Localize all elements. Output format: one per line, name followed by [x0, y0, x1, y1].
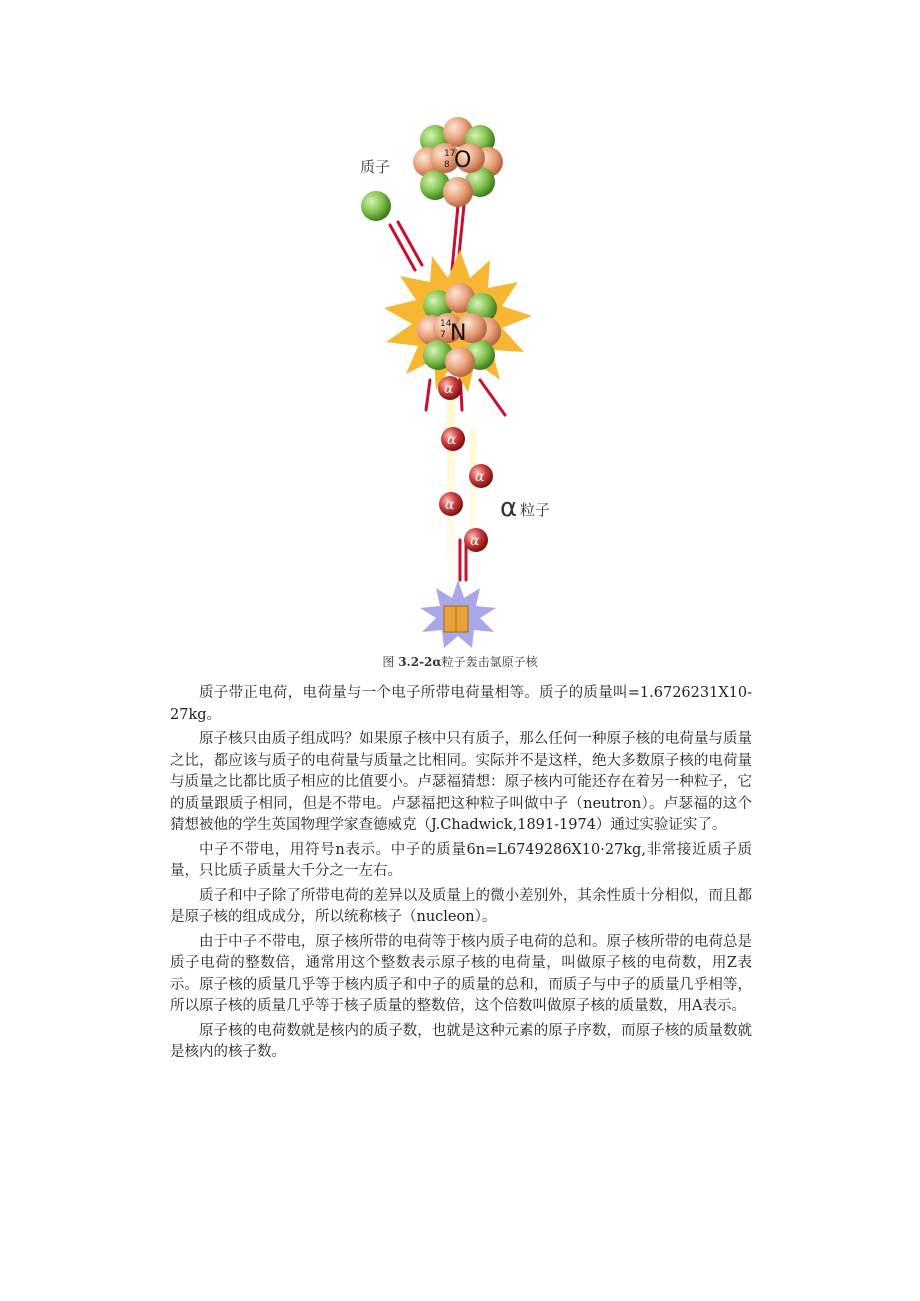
alpha-particle [464, 528, 488, 552]
svg-text:α: α [475, 469, 485, 485]
svg-text:α: α [470, 533, 480, 549]
oxygen-atomic-number: 8 [444, 160, 450, 170]
paragraph: 原子核的电荷数就是核内的质子数，也就是这种元素的原子序数，而原子核的质量数就是核内的核子数。 [170, 1022, 752, 1060]
nitrogen-mass-number: 14 [440, 319, 452, 329]
svg-text:α: α [447, 432, 457, 448]
paragraph: 中子不带电，用符号n表示。中子的质量6n=L6749286X10·27kg,非常接近质子质量，只比质子质量大千分之一左右。 [170, 841, 752, 879]
body-text [170, 683, 752, 1067]
nitrogen-symbol: N [450, 321, 467, 346]
svg-text:α: α [444, 381, 454, 397]
caption-number: 3.2-2α [398, 655, 442, 669]
paragraph: 原子核只由质子组成吗？如果原子核中只有质子，那么任何一种原子核的电荷量与质量之比，都应该与质子的电荷量与质量之比相同。实际并不是这样，绝大多数原子核的电荷量与质量之比都比质子相应的比值要小。卢瑟福猜想：原子核内可能还存在着另一种粒子，它的质量跟质子相同，但是不带电。卢瑟福把这种粒子叫做中子（neutron）。卢瑟福的这个猜想被他的学生英国物理学家查德威克（J.Chadwick,1891-1974）通过实验证实了。 [170, 731, 752, 833]
alpha-particle [441, 427, 465, 451]
paragraph: 质子和中子除了所带电荷的差异以及质量上的微小差别外，其余性质十分相似，而且都是原子核的组成成分，所以统称核子（nucleon）。 [170, 887, 752, 925]
emitted-proton [361, 191, 391, 221]
svg-text:α: α [445, 497, 455, 513]
paragraph: 质子带正电荷，电荷量与一个电子所带电荷量相等。质子的质量叫=1.6726231X10-27kg。 [170, 685, 752, 723]
alpha-bombardment-figure [340, 110, 580, 650]
alpha-label-text: 粒子 [520, 501, 551, 519]
nitrogen-atomic-number: 7 [440, 330, 446, 340]
paragraph: 由于中子不带电，原子核所带的电荷等于核内质子电荷的总和。原子核所带的电荷总是质子电荷的整数倍，通常用这个整数表示原子核的电荷量，叫做原子核的电荷数，用Z表示。原子核的质量几乎等于核内质子和中子的质量的总和，而质子与中子的质量几乎相等，所以原子核的质量几乎等于核子质量的整数倍，这个倍数叫做原子核的质量数，用A表示。 [170, 933, 752, 1014]
oxygen-symbol: O [454, 148, 472, 173]
alpha-particle [469, 464, 493, 488]
alpha-label-symbol: α [500, 493, 518, 523]
caption-text: 粒子轰击氯原子核 [441, 655, 538, 669]
alpha-particle [438, 376, 462, 400]
caption-prefix: 图 [382, 655, 395, 669]
figure-caption [0, 653, 920, 670]
proton-label: 质子 [360, 158, 391, 176]
alpha-trail [470, 430, 476, 600]
oxygen-mass-number: 17 [444, 149, 456, 159]
alpha-particle [439, 492, 463, 516]
